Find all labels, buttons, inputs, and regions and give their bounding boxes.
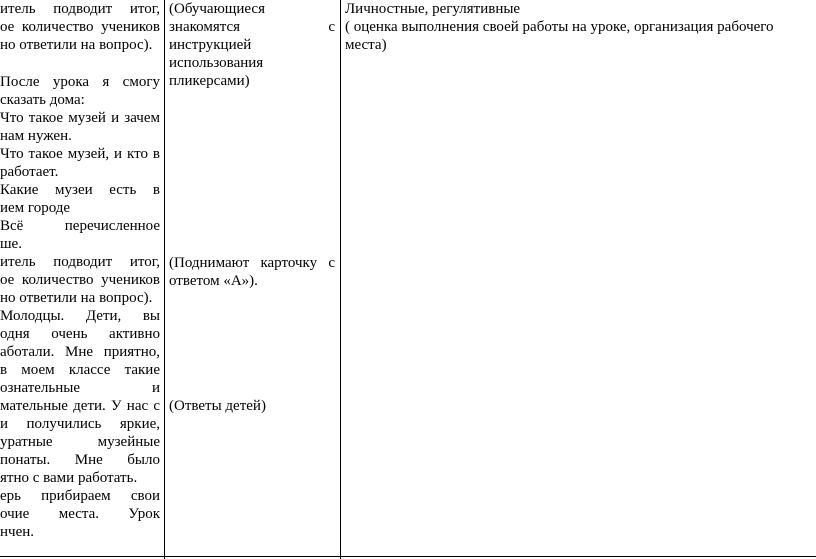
outcomes-block bbox=[345, 0, 811, 54]
text-line: Всё перечисленное bbox=[0, 218, 160, 234]
text-line: Молодцы. Дети, вы bbox=[0, 308, 160, 324]
text-line: (Поднимают карточку с bbox=[169, 255, 335, 271]
student-answer-card-block bbox=[169, 254, 335, 290]
text-line: знакомятся с bbox=[169, 19, 335, 35]
text-line: ятно с вами работать. bbox=[0, 470, 138, 486]
text-line: но ответили на вопрос). bbox=[0, 290, 153, 306]
text-line: пликерсами) bbox=[169, 73, 250, 89]
text-line: Что такое музей, и кто в bbox=[0, 146, 160, 162]
student-activity-cell bbox=[169, 0, 335, 556]
column-divider-2 bbox=[340, 0, 341, 559]
text-line: итель подводит итог, bbox=[0, 1, 160, 17]
learning-outcomes-cell bbox=[345, 0, 811, 556]
text-line: ое количество учеников bbox=[0, 19, 160, 35]
text-line: Какие музеи есть в bbox=[0, 182, 160, 198]
text-line: и получились яркие, bbox=[0, 416, 160, 432]
text-line: использования bbox=[169, 55, 264, 71]
text-line: места) bbox=[345, 37, 387, 53]
text-line: ое количество учеников bbox=[0, 272, 160, 288]
column-divider-1 bbox=[164, 0, 165, 559]
text-line: мательные дети. У нас с bbox=[0, 398, 160, 414]
text-line: ознательные и bbox=[0, 380, 160, 396]
student-instruction-block bbox=[169, 0, 335, 90]
text-line: но ответили на вопрос). bbox=[0, 37, 153, 53]
text-line: (Ответы детей) bbox=[169, 398, 266, 414]
text-line: (Обучающиеся bbox=[169, 1, 265, 17]
text-line: ( оценка выполнения своей работы на уроке, организация рабочего bbox=[345, 19, 774, 35]
table-bottom-border bbox=[0, 556, 816, 557]
text-line: Личностные, регулятивные bbox=[345, 1, 521, 17]
text-line: ше. bbox=[0, 236, 22, 252]
text-line: нам нужен. bbox=[0, 128, 72, 144]
text-line: ответом «А»). bbox=[169, 273, 258, 289]
text-line: ием городе bbox=[0, 200, 71, 216]
text-line: итель подводит итог, bbox=[0, 254, 160, 270]
teacher-closing-block bbox=[0, 73, 160, 541]
text-line: аботали. Мне приятно, bbox=[0, 344, 160, 360]
text-line: одня очень активно bbox=[0, 326, 160, 342]
text-line: работает. bbox=[0, 164, 59, 180]
text-line: уратные музейные bbox=[0, 434, 160, 450]
text-line: Что такое музей и зачем bbox=[0, 110, 160, 126]
text-line: очие места. Урок bbox=[0, 506, 160, 522]
text-line: нчен. bbox=[0, 524, 35, 540]
teacher-summary-block bbox=[0, 0, 160, 54]
teacher-activity-cell bbox=[0, 0, 160, 556]
text-line: сказать дома: bbox=[0, 92, 85, 108]
text-line: После урока я смогу bbox=[0, 74, 160, 90]
text-line: в моем классе такие bbox=[0, 362, 160, 378]
text-line: ерь прибираем свои bbox=[0, 488, 160, 504]
text-line: инструкцией bbox=[169, 37, 252, 53]
text-line: понаты. Мне было bbox=[0, 452, 160, 468]
student-responses-block bbox=[169, 397, 335, 415]
